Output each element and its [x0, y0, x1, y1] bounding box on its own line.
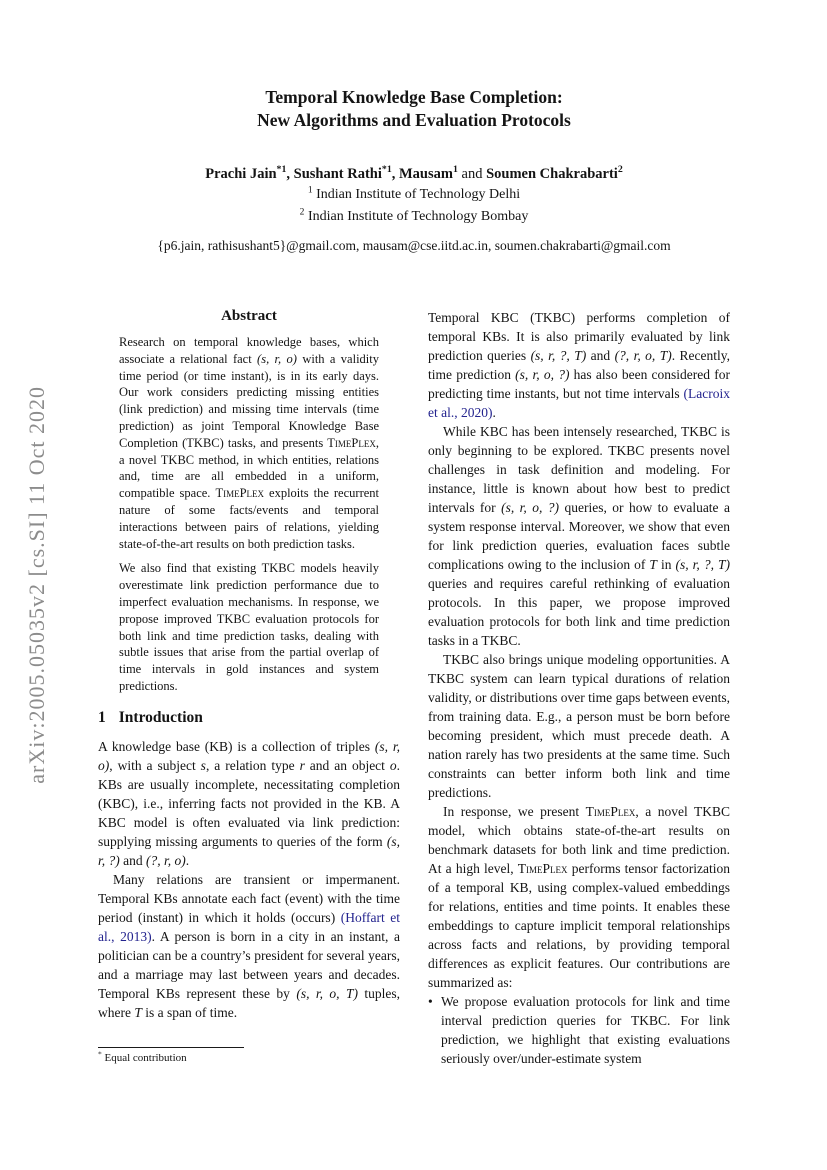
text-segment: performs tensor factorization of a temporal KB, using complex-valued embeddings for relations, entities and time points. It enables these embeddings to capture implicit temporal relationships across facts and relations, by providing temporal differences as explicit features. Our contributions are summarized as: [428, 861, 730, 990]
abstract-body [119, 334, 379, 695]
text-segment: Prachi Jain [205, 166, 277, 182]
text-segment: exploits the recurrent nature of some facts/events and temporal interactions between pairs of relations, yielding state-of-the-art results on both prediction tasks. [119, 486, 379, 551]
paper-title [98, 86, 730, 132]
right-column [428, 308, 730, 1068]
text-segment: , a novel TKBC model, which obtains state-of-the-art results on benchmark datasets for both link and time prediction. At a high level, [428, 804, 730, 876]
text-segment: with a validity time period (or time instant), is in its early days. Our work considers predicting missing entities (link prediction) and missing time intervals (time prediction) as joint Temporal Knowledge Base Completion (TKBC) tasks, and presents [119, 351, 379, 450]
paper-title-line-2: New Algorithms and Evaluation Protocols [257, 110, 571, 130]
footnote-text [98, 1049, 400, 1064]
text-segment: 2 [299, 207, 305, 218]
text-segment: and [586, 348, 615, 363]
text-segment: *1 [276, 164, 287, 176]
text-segment: . [185, 852, 190, 868]
affiliation-2 [98, 207, 730, 227]
footnote-label: Equal contribution [101, 1052, 187, 1064]
section-title: Introduction [118, 708, 203, 726]
text-segment: . [492, 405, 496, 420]
text-segment: o [389, 757, 397, 773]
text-segment: In response, we present [443, 804, 586, 819]
text-segment: Indian Institute of Technology Delhi [312, 187, 521, 202]
text-segment: A knowledge base (KB) is a collection of triples [98, 738, 375, 754]
text-segment: (s, r, o, ?) [501, 500, 560, 515]
text-segment: , a relation type [205, 757, 300, 773]
text-segment: (s, r, o) [257, 351, 297, 366]
text-segment: queries, or how to evaluate a system response interval. Moreover, we show that even for link prediction queries, evaluation faces subtle complications owing to the inclusion of [428, 500, 730, 572]
footnote [98, 1047, 400, 1064]
text-segment: T [649, 557, 657, 572]
text-segment: (s, r, o) [98, 738, 401, 773]
bullet-item-1 [428, 992, 730, 1068]
text-segment: . KBs are usually incomplete, necessitating completion (KBC), i.e., inferring facts not provided in the KB. A KBC model is often evaluated via link prediction: supplying missing arguments to queries of the form [98, 757, 401, 849]
introduction-text [98, 737, 400, 1022]
paper-title-line-1: Temporal Knowledge Base Completion: [265, 87, 563, 107]
text-segment: 1 [452, 164, 458, 176]
intro-paragraph-2 [98, 870, 400, 1022]
bullet-icon: • [428, 994, 433, 1009]
citation-link[interactable]: (Lacroix et al., 2020) [428, 386, 730, 420]
right-paragraph-2 [428, 422, 730, 650]
text-segment: (s, r, ?) [98, 833, 400, 868]
text-segment: is a span of time. [141, 1004, 238, 1020]
text-segment: in [656, 557, 676, 572]
abstract-paragraph-2: We also find that existing TKBC models heavily overestimate link prediction performance due to imperfect evaluation mechanisms. In response, we propose improved TKBC evaluation protocols for both link and time prediction tasks, dealing with subtle issues that arise from the partial overlap of time intervals in gold instances and system predictions. [119, 561, 379, 693]
section-number: 1 [98, 708, 106, 726]
text-segment: T [134, 1004, 142, 1020]
two-column-body [98, 308, 730, 1068]
abstract-heading: Abstract [221, 308, 277, 324]
text-segment: and [119, 852, 147, 868]
text-segment: (s, r, o, T) [296, 985, 358, 1001]
text-segment: *1 [381, 164, 392, 176]
text-segment: Research on temporal knowledge bases, which associate a relational fact [119, 335, 379, 366]
text-segment: tuples, where [98, 985, 400, 1020]
paper-header [98, 86, 730, 254]
text-segment: (s, r, o, ?) [515, 367, 570, 382]
text-segment: (?, r, o, T) [614, 348, 672, 363]
right-paragraph-4 [428, 802, 730, 992]
text-segment: and an object [304, 757, 390, 773]
abstract-paragraph-1 [119, 334, 379, 552]
text-segment: , with a subject [109, 757, 201, 773]
text-segment: . A person is born in a city in an instant, a politician can be a country’s president for several years, and a marriage may last between years and decades. Temporal KBs represent these by [98, 928, 400, 1001]
text-segment: and [457, 166, 487, 182]
text-segment: queries and requires careful rethinking of evaluation protocols. In this paper, we propose improved evaluation protocols for both link and time prediction tasks in a TKBC. [428, 576, 730, 648]
text-segment: . Recently, time prediction [428, 348, 730, 382]
text-segment: TimePlex [517, 861, 568, 876]
footnote-rule [98, 1047, 244, 1048]
arxiv-watermark-text: arXiv:2005.05035v2 [cs.SI] 11 Oct 2020 [24, 386, 49, 784]
affiliation-1 [98, 185, 730, 205]
text-segment: , [391, 166, 399, 182]
text-segment: While KBC has been intensely researched, TKBC is only beginning to be explored. TKBC presents novel challenges in task definition and modeling. For instance, little is known about how best to predict intervals for [428, 424, 730, 515]
text-segment: Temporal KBC (TKBC) performs completion of temporal KBs. It is also primarily evaluated by link prediction queries [428, 310, 730, 363]
text-segment: Indian Institute of Technology Bombay [304, 209, 529, 224]
bullet-text: We propose evaluation protocols for link and time interval prediction queries for TKBC. For link prediction, we highlight that existing evaluations seriously over/under-estimate system [441, 994, 730, 1066]
text-segment: 1 [307, 185, 313, 196]
footnote-marker: * [98, 1049, 102, 1059]
text-segment: Many relations are transient or impermanent. Temporal KBs annotate each fact (event) with the time period (instant) in which it holds (occurs) [98, 871, 400, 925]
text-segment: (s, r, ?, T) [530, 348, 587, 363]
section-1-heading [98, 709, 400, 727]
text-segment: Mausam [398, 166, 453, 182]
citation-link[interactable]: (Hoffart et al., 2013) [98, 909, 400, 944]
text-segment: r [299, 757, 305, 773]
text-segment: Sushant Rathi [293, 166, 382, 182]
intro-paragraph-1 [98, 737, 400, 870]
right-paragraph-1 [428, 308, 730, 422]
right-paragraph-3: TKBC also brings unique modeling opportunities. A TKBC system can learn typical durations of relation validity, or distributions over time gaps between events, from training data. E.g., a person must be born before becoming president, which must precede death. A nation rarely has two presidents at the same time. Such constraints can better inform both link and time predictions. [428, 652, 730, 800]
text-segment: , [286, 166, 294, 182]
left-column [98, 308, 400, 1068]
email-line: {p6.jain, rathisushant5}@gmail.com, mausam@cse.iitd.ac.in, soumen.chakrabarti@gmail.com [157, 238, 671, 253]
text-segment: Soumen Chakrabarti [486, 166, 618, 182]
arxiv-watermark [12, 0, 62, 1170]
text-segment: TimePlex [327, 435, 376, 450]
text-segment: (s, r, ?, T) [675, 557, 730, 572]
text-segment: TimePlex [585, 804, 636, 819]
text-segment: s [200, 757, 206, 773]
text-segment: has also been considered for predicting time instants, but not time intervals [428, 367, 730, 401]
text-segment: TimePlex [215, 486, 265, 501]
authors-line [98, 166, 730, 183]
text-segment: 2 [617, 164, 623, 176]
text-segment: (?, r, o) [146, 852, 186, 868]
text-segment: , a novel TKBC method, in which entities, relations and, time are all embedded in a uniform, compatible space. [119, 435, 379, 501]
